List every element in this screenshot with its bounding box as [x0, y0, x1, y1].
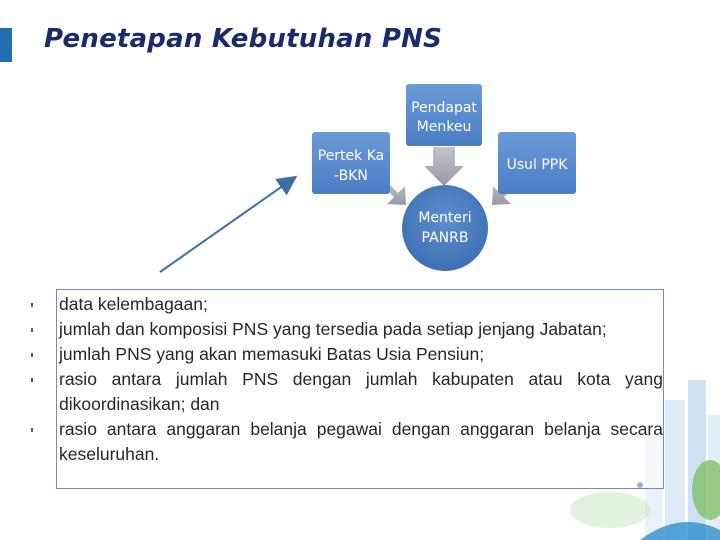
criteria-item-4: rasio antara jumlah PNS dengan jumlah kabupaten atau kota yang dikoordinasikan; dan — [59, 367, 663, 417]
node-menteri-panrb — [402, 185, 488, 271]
criteria-item-2: jumlah dan komposisi PNS yang tersedia pada setiap jenjang Jabatan; — [59, 317, 663, 342]
criteria-item-1: data kelembagaan; — [59, 292, 663, 317]
node-pertek-bkn-line1: Pertek Ka — [317, 148, 385, 164]
node-pendapat-menkeu-line2: Menkeu — [416, 119, 472, 135]
criteria-list — [59, 292, 663, 467]
node-menteri-panrb-line2: PANRB — [421, 230, 469, 246]
node-menteri-panrb-line1: Menteri — [418, 210, 472, 226]
node-pendapat-menkeu — [406, 84, 482, 146]
node-pertek-bkn-line2: -BKN — [334, 168, 368, 184]
node-pertek-bkn — [312, 132, 390, 194]
criteria-item-3: jumlah PNS yang akan memasuki Batas Usia Pensiun; — [59, 342, 663, 367]
criteria-item-5: rasio antara anggaran belanja pegawai dengan anggaran belanja secara keseluruhan. — [59, 417, 663, 467]
node-usul-ppk-label: Usul PPK — [506, 157, 568, 173]
node-usul-ppk — [498, 132, 576, 194]
arrow-from-top — [424, 147, 464, 186]
node-pendapat-menkeu-line1: Pendapat — [411, 100, 477, 116]
slide-title: Penetapan Kebutuhan PNS — [44, 24, 443, 54]
pointer-arrow — [160, 178, 294, 272]
